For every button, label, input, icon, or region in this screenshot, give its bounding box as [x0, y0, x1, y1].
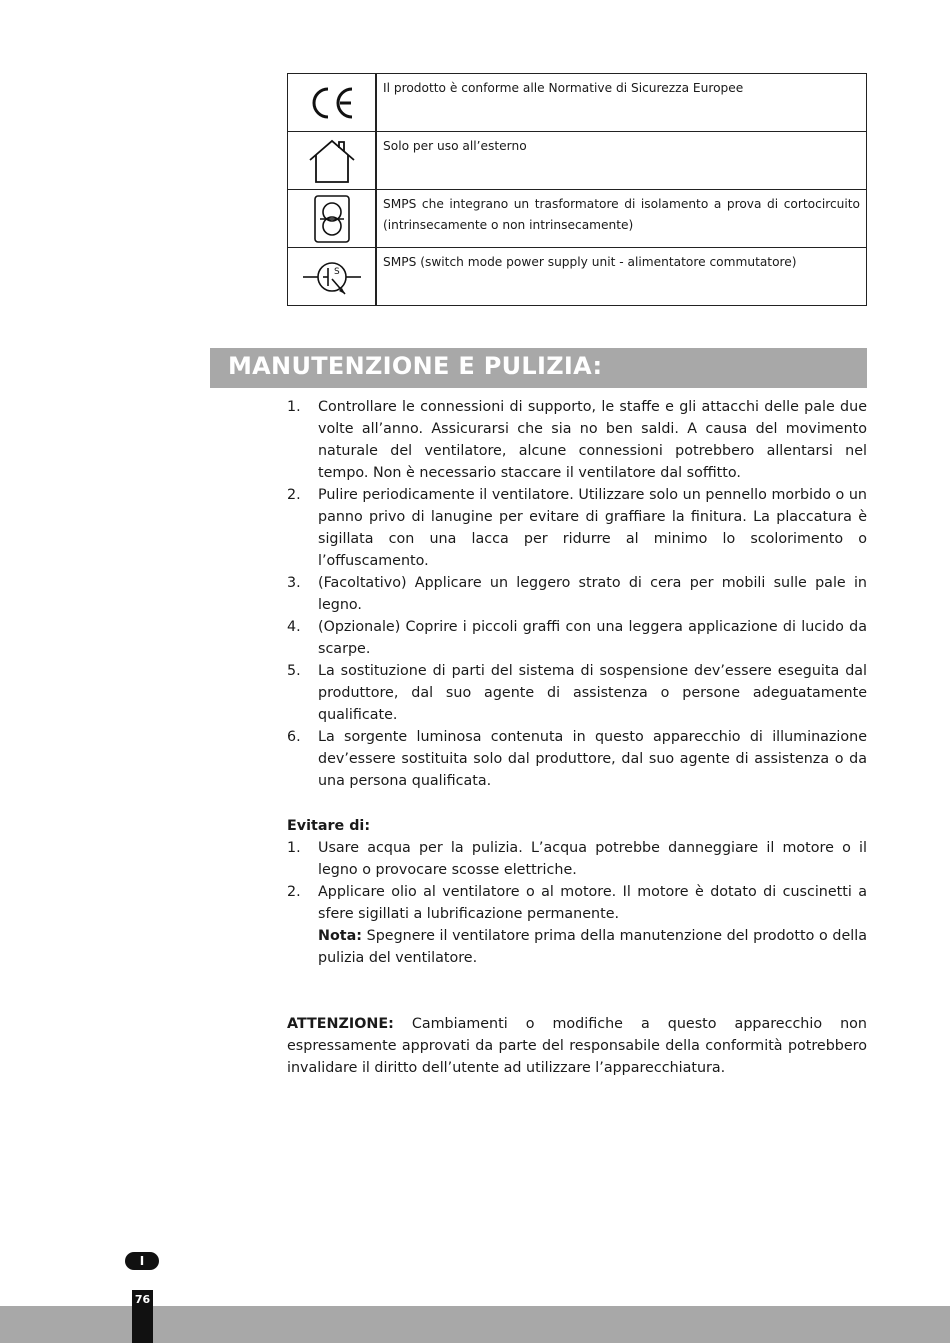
smps-icon: [288, 248, 377, 306]
language-badge: I: [125, 1252, 159, 1270]
warning-label: ATTENZIONE:: [287, 1016, 394, 1032]
note-label: Nota:: [318, 928, 362, 944]
list-item-number: 5.: [287, 663, 301, 679]
list-item-number: 4.: [287, 619, 301, 635]
avoid-heading: Evitare di:: [287, 818, 371, 834]
symbol-description: SMPS (switch mode power supply unit - alimentatore commutatore): [376, 248, 867, 306]
symbol-description: Il prodotto è conforme alle Normative di Sicurezza Europee: [376, 74, 867, 132]
list-item-number: 1.: [287, 399, 301, 415]
safety-isolating-transformer-icon: [288, 190, 377, 248]
section-heading-bar: [210, 348, 867, 388]
list-item-text: La sostituzione di parti del sistema di sospensione dev’essere eseguita dal produttore, dal suo agente di assistenza o persone adeguatamente qualificate.: [318, 663, 867, 723]
list-item-text: Usare acqua per la pulizia. L’acqua potrebbe danneggiare il motore o il legno o provocare scosse elettriche.: [318, 840, 867, 878]
list-item-text: Applicare olio al ventilatore o al motore. Il motore è dotato di cuscinetti a sfere sigillati a lubrificazione permanente.: [318, 884, 867, 922]
note: [318, 925, 867, 969]
symbol-row-transformer: [288, 190, 867, 248]
list-item-text: La sorgente luminosa contenuta in questo apparecchio di illuminazione dev’essere sostituita solo dal produttore, dal suo agente di assistenza o da una persona qualificata.: [318, 729, 867, 789]
ce-mark-icon: [288, 74, 377, 132]
list-item-number: 6.: [287, 729, 301, 745]
list-item-number: 2.: [287, 487, 301, 503]
avoid-list: [287, 837, 867, 969]
page-number: 76: [134, 1293, 151, 1306]
symbols-table: [287, 73, 867, 306]
symbol-row-house: [288, 132, 867, 190]
list-item-number: 1.: [287, 840, 301, 856]
list-item-text: (Facoltativo) Applicare un leggero strato di cera per mobili sulle pale in legno.: [318, 575, 867, 613]
house-icon: [288, 132, 377, 190]
list-item: [287, 726, 867, 792]
list-item: [287, 484, 867, 572]
list-item: [287, 572, 867, 616]
symbol-description: Solo per uso all’esterno: [376, 132, 867, 190]
list-item-number: 2.: [287, 884, 301, 900]
maintenance-list: [287, 396, 867, 792]
note-text: Spegnere il ventilatore prima della manutenzione del prodotto o della pulizia del ventilatore.: [318, 928, 867, 966]
symbol-description: SMPS che integrano un trasformatore di isolamento a prova di cortocircuito (intrinsecamente o non intrinsecamente): [376, 190, 867, 248]
list-item-text: Pulire periodicamente il ventilatore. Utilizzare solo un pennello morbido o un panno privo di lanugine per evitare di graffiare la finitura. La placcatura è sigillata con una lacca per ridurre al minimo lo scolorimento o l’offuscamento.: [318, 487, 867, 569]
list-item: [287, 616, 867, 660]
section-content: [287, 396, 867, 1079]
symbol-row-smps: [288, 248, 867, 306]
list-item: [287, 660, 867, 726]
section-title: MANUTENZIONE E PULIZIA:: [228, 352, 603, 380]
list-item-text: Controllare le connessioni di supporto, le staffe e gli attacchi delle pale due volte all’anno. Assicurarsi che sia no ben saldi. A causa del movimento naturale del ventilatore, alcune connessioni potrebbero allentarsi nel tempo. Non è necessario staccare il ventilatore dal soffitto.: [318, 399, 867, 481]
list-item-number: 3.: [287, 575, 301, 591]
symbol-row-ce: [288, 74, 867, 132]
list-item: [287, 837, 867, 881]
list-item-text: (Opzionale) Coprire i piccoli graffi con una leggera applicazione di lucido da scarpe.: [318, 619, 867, 657]
list-item: [287, 396, 867, 484]
smps-symbol-letter: S: [333, 266, 340, 277]
warning-text: Cambiamenti o modifiche a questo apparecchio non espressamente approvati da parte del responsabile della conformità potrebbero invalidare il diritto dell’utente ad utilizzare l’apparecchiatura.: [287, 1016, 867, 1076]
list-item-body: [318, 881, 867, 969]
warning-paragraph: [287, 1013, 867, 1079]
list-item: [287, 881, 867, 969]
